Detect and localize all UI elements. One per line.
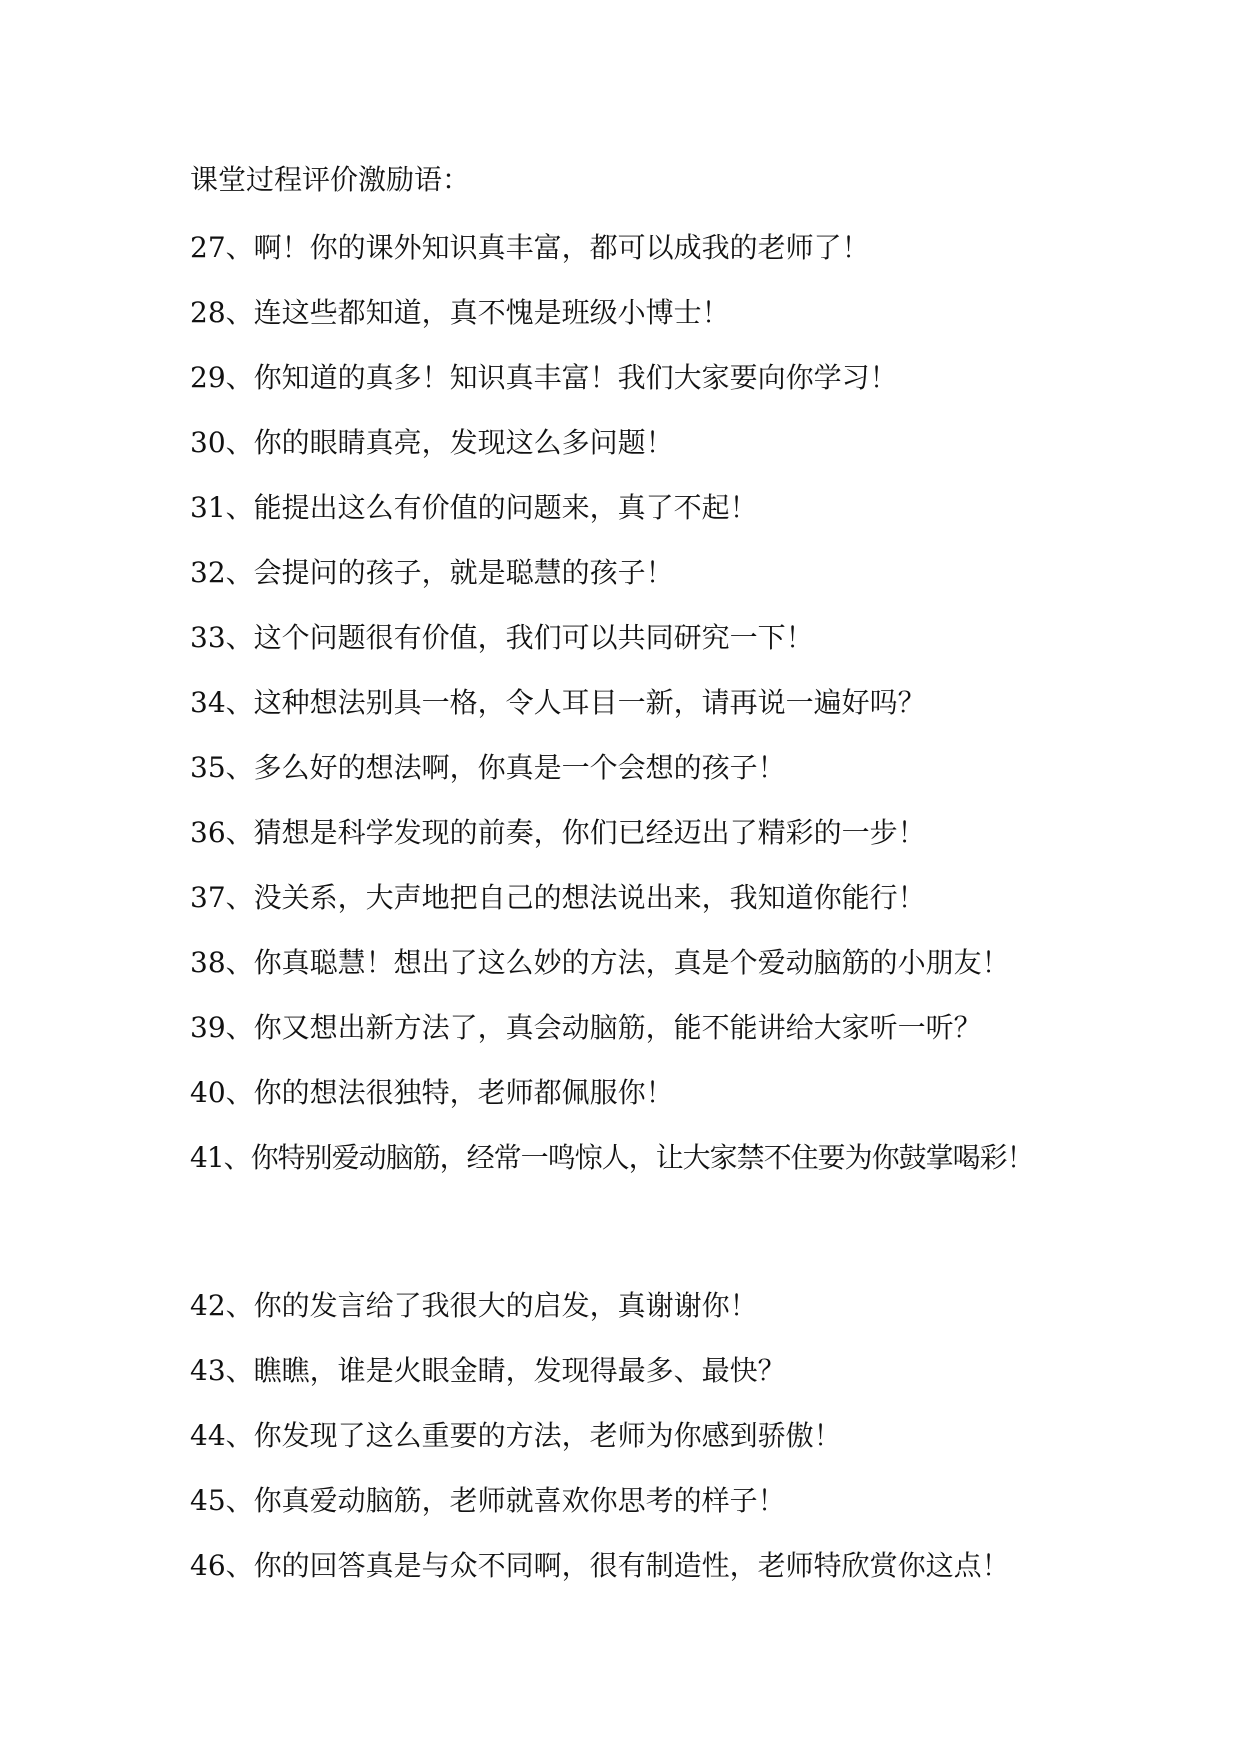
list-item: 38、你真聪慧！想出了这么妙的方法，真是个爱动脑筋的小朋友！ bbox=[190, 946, 1010, 979]
list-item: 29、你知道的真多！知识真丰富！我们大家要向你学习！ bbox=[190, 361, 898, 394]
phrase-list-2 bbox=[190, 1286, 1010, 1611]
list-item: 30、你的眼睛真亮，发现这么多问题！ bbox=[190, 426, 674, 459]
list-item: 34、这种想法别具一格，令人耳目一新，请再说一遍好吗？ bbox=[190, 686, 926, 719]
list-item: 46、你的回答真是与众不同啊，很有制造性，老师特欣赏你这点！ bbox=[190, 1549, 1010, 1582]
list-item: 36、猜想是科学发现的前奏，你们已经迈出了精彩的一步！ bbox=[190, 816, 926, 849]
list-item: 40、你的想法很独特，老师都佩服你！ bbox=[190, 1076, 674, 1109]
list-item: 39、你又想出新方法了，真会动脑筋，能不能讲给大家听一听？ bbox=[190, 1011, 982, 1044]
list-item: 43、瞧瞧，谁是火眼金睛，发现得最多、最快？ bbox=[190, 1354, 786, 1387]
document-title: 课堂过程评价激励语： bbox=[190, 163, 471, 196]
list-item: 32、会提问的孩子，就是聪慧的孩子！ bbox=[190, 556, 674, 589]
list-item: 42、你的发言给了我很大的启发，真谢谢你！ bbox=[190, 1289, 758, 1322]
list-item: 37、没关系，大声地把自己的想法说出来，我知道你能行！ bbox=[190, 881, 926, 914]
list-item: 27、啊！你的课外知识真丰富，都可以成我的老师了！ bbox=[190, 231, 870, 264]
list-item: 44、你发现了这么重要的方法，老师为你感到骄傲！ bbox=[190, 1419, 842, 1452]
list-item: 31、能提出这么有价值的问题来，真了不起！ bbox=[190, 491, 758, 524]
list-item: 41、你特别爱动脑筋，经常一鸣惊人，让大家禁不住要为你鼓掌喝彩！ bbox=[190, 1141, 1034, 1174]
phrase-list-1 bbox=[190, 228, 1034, 1203]
list-item: 33、这个问题很有价值，我们可以共同研究一下！ bbox=[190, 621, 814, 654]
list-item: 45、你真爱动脑筋，老师就喜欢你思考的样子！ bbox=[190, 1484, 786, 1517]
list-item: 28、连这些都知道，真不愧是班级小博士！ bbox=[190, 296, 730, 329]
list-item: 35、多么好的想法啊，你真是一个会想的孩子！ bbox=[190, 751, 786, 784]
